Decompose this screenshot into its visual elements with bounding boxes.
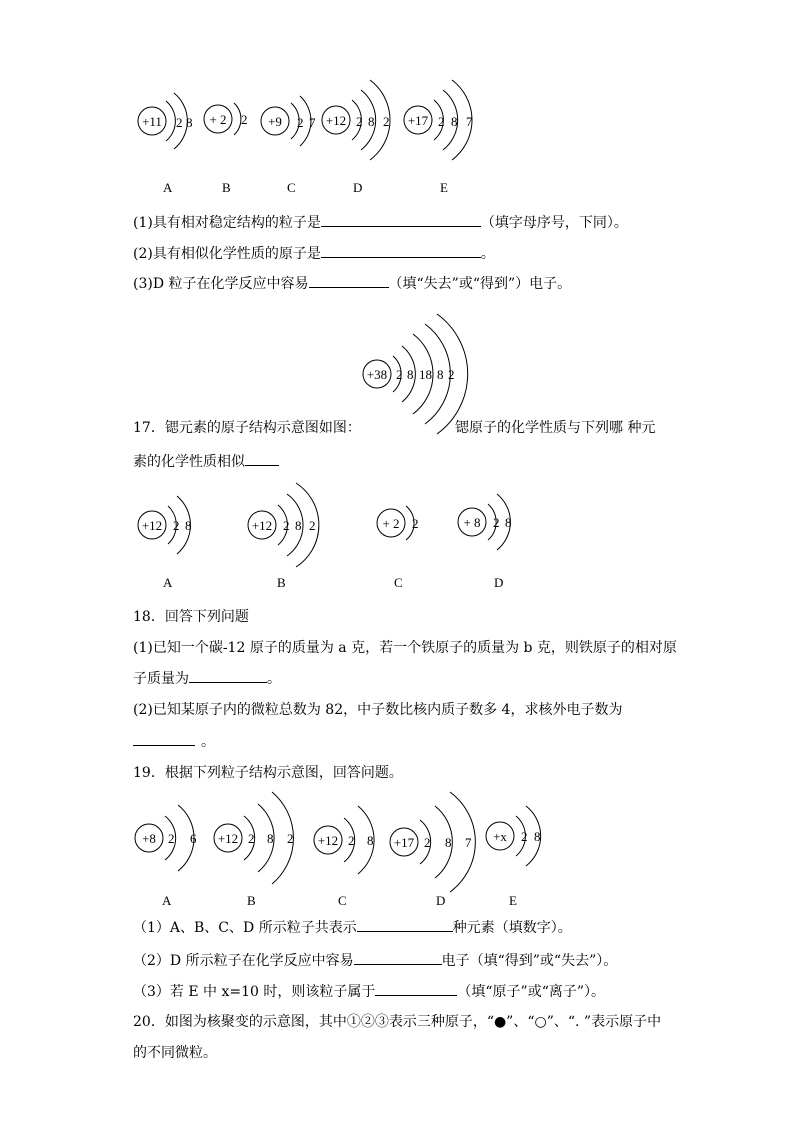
atom-D1 <box>322 80 390 160</box>
shell-electrons: 2 <box>168 831 175 846</box>
diagram-label: A <box>163 180 173 195</box>
nucleus: +12 <box>217 831 239 846</box>
atom-C3 <box>314 806 374 874</box>
answer-blank[interactable] <box>189 668 267 683</box>
diagram-label: C <box>394 575 403 590</box>
shell-electrons: 8 <box>295 518 302 533</box>
q17-line1b: 锶原子的化学性质与下列哪 种元 <box>455 420 656 436</box>
shell-electrons: 2 <box>356 114 363 129</box>
answer-blank[interactable] <box>309 273 389 288</box>
shell-electrons: 2 <box>424 835 431 850</box>
atom-E1 <box>404 80 473 160</box>
q20-line2: 的不同微粒。 <box>133 1045 217 1061</box>
atom-C1 <box>261 96 316 146</box>
shell-electrons: 8 <box>437 367 444 382</box>
atom-A1 <box>138 93 193 149</box>
shell-electrons: 2 <box>448 367 455 382</box>
atom-A3 <box>135 805 197 871</box>
nucleus: + 2 <box>209 112 227 127</box>
answer-blank[interactable] <box>357 917 453 932</box>
strontium-atom <box>363 314 468 434</box>
nucleus: +12 <box>317 833 339 848</box>
diagram-label: C <box>287 180 296 195</box>
diagram-label: D <box>436 893 446 908</box>
shell-electrons: 8 <box>407 367 414 382</box>
nucleus: +38 <box>366 367 388 382</box>
q18-part1-line2: 子质量为 。 <box>133 668 281 689</box>
shell-electrons: 2 <box>241 112 248 127</box>
nucleus: +12 <box>325 113 347 128</box>
shell-electrons: 2 <box>521 829 528 844</box>
q19-part3: （3）若 E 中 x=10 时，则该粒子属于 （填“原子”或“离子”）。 <box>133 981 605 1002</box>
shell-electrons: 2 <box>493 515 500 530</box>
atom-A2 <box>138 496 192 554</box>
shell-electrons: 7 <box>309 115 316 130</box>
q16-part2: (2)具有相似化学性质的原子是 。 <box>133 243 495 264</box>
shell-electrons: 2 <box>297 115 304 130</box>
shell-electrons: 2 <box>383 114 390 129</box>
q18-part1-line1: (1)已知一个碳-12 原子的质量为 a 克，若一个铁原子的质量为 b 克，则铁原子的相对原 <box>133 640 677 656</box>
shell-electrons: 8 <box>445 835 452 850</box>
nucleus: +17 <box>407 113 429 128</box>
nucleus: + 2 <box>382 516 400 531</box>
q19-part2: （2）D 所示粒子在化学反应中容易 电子（填“得到”或“失去”）。 <box>133 950 617 971</box>
answer-blank[interactable] <box>321 243 481 258</box>
shell-electrons: 2 <box>283 518 290 533</box>
atom-B2 <box>248 483 319 567</box>
shell-electrons: 2 <box>287 831 294 846</box>
nucleus: +x <box>493 829 507 844</box>
shell-electrons: 6 <box>190 831 197 846</box>
q17-line1a: 17．锶元素的原子结构示意图如图： <box>133 420 361 436</box>
shell-electrons: 8 <box>367 833 374 848</box>
diagram-label: E <box>509 893 517 908</box>
q18-title: 18．回答下列问题 <box>133 609 249 625</box>
shell-electrons: 8 <box>534 829 541 844</box>
answer-blank[interactable] <box>133 731 195 746</box>
answer-blank[interactable] <box>375 981 457 996</box>
shell-electrons: 7 <box>465 835 472 850</box>
diagram-label: D <box>494 575 504 590</box>
shell-electrons: 8 <box>368 114 375 129</box>
diagram-label: A <box>163 575 173 590</box>
diagram-label: B <box>222 180 231 195</box>
nucleus: +11 <box>142 114 162 129</box>
shell-electrons: 2 <box>173 518 180 533</box>
shell-electrons: 2 <box>176 115 183 130</box>
q16-part1: (1)具有相对稳定结构的粒子是 （填字母序号，下同）。 <box>133 212 628 233</box>
diagram-label: B <box>277 575 286 590</box>
nucleus: +12 <box>141 518 163 533</box>
shell-electrons: 8 <box>451 114 458 129</box>
q18-part2-line1: (2)已知某原子内的微粒总数为 82，中子数比核内质子数多 4，求核外电子数为 <box>133 702 623 718</box>
shell-electrons: 7 <box>466 114 473 129</box>
atom-D3 <box>390 792 475 892</box>
answer-blank[interactable] <box>354 950 442 965</box>
shell-electrons: 18 <box>419 367 432 382</box>
q17-line2: 素的化学性质相似 <box>133 451 279 472</box>
atom-B1 <box>204 103 248 135</box>
q18-part2-line2: 。 <box>133 731 215 752</box>
nucleus: +17 <box>393 835 415 850</box>
q19-title: 19．根据下列粒子结构示意图，回答问题。 <box>133 765 403 781</box>
q20-line1: 20．如图为核聚变的示意图，其中①②③表示三种原子，“●”、“○”、“. ”表示原子中 <box>133 1014 662 1030</box>
shell-electrons: 8 <box>185 518 192 533</box>
answer-blank[interactable] <box>245 451 279 466</box>
shell-electrons: 2 <box>248 831 255 846</box>
shell-electrons: 2 <box>396 367 403 382</box>
nucleus: +8 <box>142 831 156 846</box>
shell-electrons: 2 <box>309 518 316 533</box>
q16-part3: (3)D 粒子在化学反应中容易 （填“失去”或“得到”）电子。 <box>133 273 571 294</box>
q19-part1: （1）A、B、C、D 所示粒子共表示 种元素（填数字）。 <box>133 917 572 938</box>
shell-electrons: 8 <box>186 115 193 130</box>
shell-electrons: 8 <box>505 515 512 530</box>
atom-D2 <box>458 494 512 550</box>
nucleus: +12 <box>251 518 273 533</box>
shell-electrons: 2 <box>438 114 445 129</box>
diagram-label: B <box>247 893 256 908</box>
answer-blank[interactable] <box>321 212 481 227</box>
nucleus: + 8 <box>463 515 481 530</box>
shell-electrons: 2 <box>348 833 355 848</box>
atom-C2 <box>377 506 419 540</box>
diagram-label: E <box>440 180 448 195</box>
diagram-label: D <box>353 180 363 195</box>
diagram-label: A <box>162 893 172 908</box>
shell-electrons: 8 <box>267 831 274 846</box>
nucleus: +9 <box>268 114 282 129</box>
atom-E3 <box>486 806 541 866</box>
shell-electrons: 2 <box>412 516 419 531</box>
diagram-label: C <box>338 893 347 908</box>
atom-B3 <box>214 792 294 884</box>
